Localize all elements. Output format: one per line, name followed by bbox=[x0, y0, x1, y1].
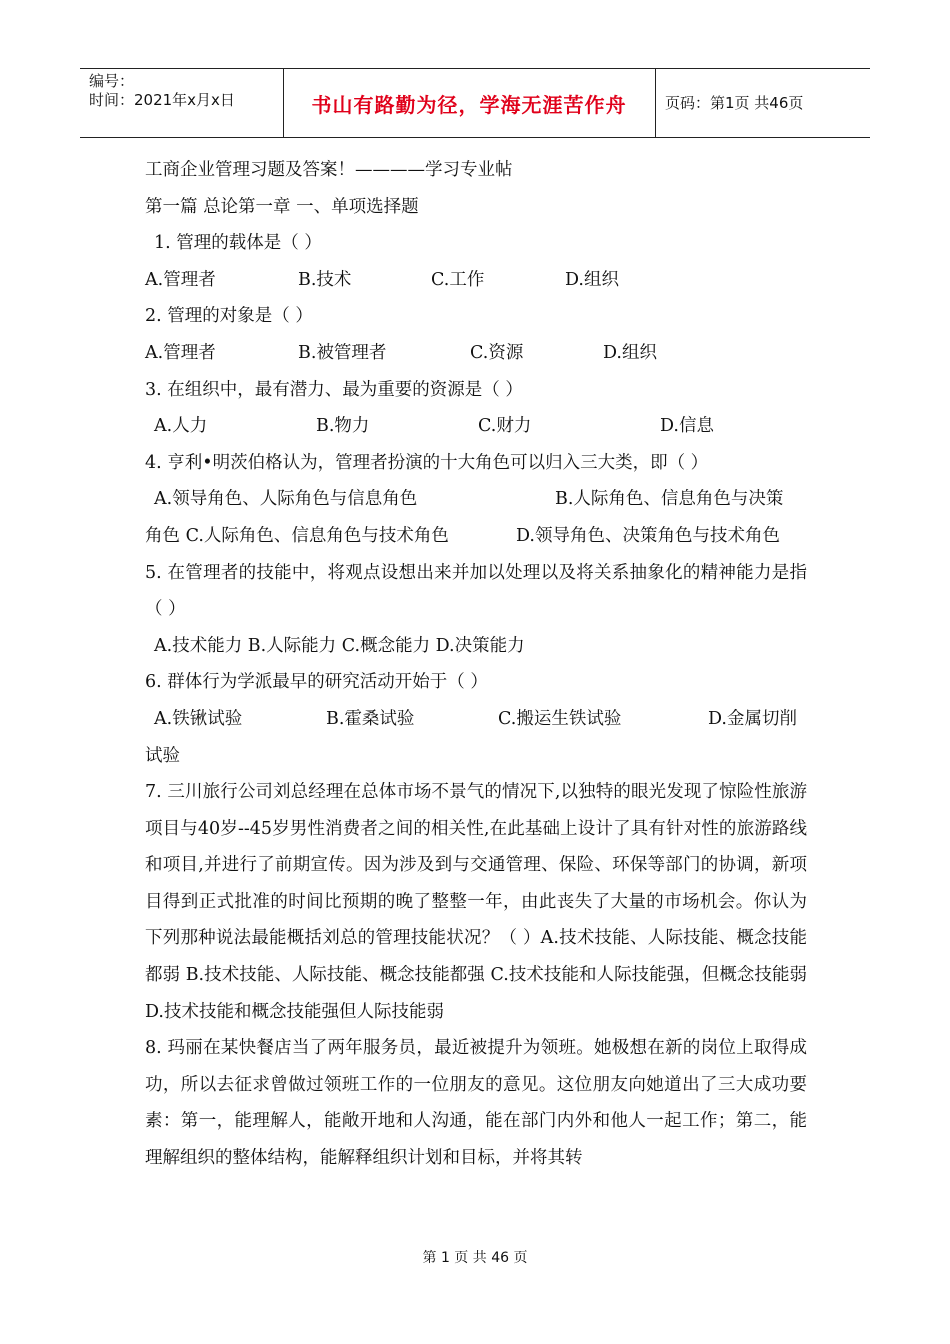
option: A.领导角色、人际角色与信息角色 bbox=[154, 489, 418, 510]
document-title: 工商企业管理习题及答案！————学习专业帖 bbox=[145, 160, 513, 180]
question-6: 6. 群体行为学派最早的研究活动开始于（ ） bbox=[145, 672, 488, 693]
option: B.霍桑试验 bbox=[326, 708, 415, 729]
question-1-options bbox=[145, 262, 807, 299]
question-4-options-line1 bbox=[145, 481, 807, 518]
option: A.人力 bbox=[154, 416, 208, 437]
document-body bbox=[145, 152, 807, 1177]
option: C.工作 bbox=[431, 269, 485, 290]
serial-label: 编号： bbox=[89, 72, 135, 90]
question-5: 5. 在管理者的技能中，将观点设想出来并加以处理以及将关系抽象化的精神能力是指（ ） bbox=[145, 562, 807, 620]
header-motto-cell bbox=[283, 69, 656, 137]
option: D.组织 bbox=[603, 342, 657, 363]
question-7: 7. 三川旅行公司刘总经理在总体市场不景气的情况下,以独特的眼光发现了惊险性旅游项目与40岁--45岁男性消费者之间的相关性,在此基础上设计了具有针对性的旅游路线和项目,并进行了前期宣传。因为涉及到与交通管理、保险、环保等部门的协调，新项目得到正式批准的时间比预期的晚了整整一年，由此丧失了大量的市场机会。你认为下列那种说法最能概括刘总的管理技能状况？（ ）A.技术技能、人际技能、概念技能都弱 B.技术技能、人际技能、概念技能都强 C.技术技能和人际技能强，但概念技能弱 D.技术技能和概念技能强但人际技能弱 bbox=[145, 782, 807, 1022]
page-header bbox=[80, 68, 870, 138]
option: 角色 C.人际角色、信息角色与技术角色 bbox=[145, 525, 449, 546]
question-4: 4. 亨利•明茨伯格认为，管理者扮演的十大角色可以归入三大类，即（ ） bbox=[145, 452, 709, 473]
question-1: 1. 管理的载体是（ ） bbox=[154, 233, 322, 254]
header-meta-cell bbox=[80, 69, 284, 137]
option: A.管理者 bbox=[145, 269, 216, 290]
question-5-options: A.技术能力 B.人际能力 C.概念能力 D.决策能力 bbox=[154, 635, 525, 656]
page-footer: 第 1 页 共 46 页 bbox=[422, 1250, 528, 1266]
header-page-cell bbox=[655, 69, 870, 137]
question-2: 2. 管理的对象是（ ） bbox=[145, 306, 313, 327]
question-4-options-line2 bbox=[145, 518, 807, 555]
option: B.被管理者 bbox=[298, 342, 387, 363]
option: C.资源 bbox=[470, 342, 524, 363]
question-6-tail: 试验 bbox=[145, 745, 180, 766]
time-label: 时间：2021年x月x日 bbox=[89, 91, 235, 109]
option: C.财力 bbox=[478, 416, 532, 437]
option: B.物力 bbox=[316, 416, 370, 437]
header-motto: 书山有路勤为径，学海无涯苦作舟 bbox=[311, 92, 627, 117]
question-3: 3. 在组织中，最有潜力、最为重要的资源是（ ） bbox=[145, 379, 523, 400]
question-3-options bbox=[145, 408, 807, 445]
section-heading: 第一篇 总论第一章 一、单项选择题 bbox=[145, 196, 419, 217]
question-6-options bbox=[145, 701, 807, 738]
option: C.搬运生铁试验 bbox=[498, 708, 622, 729]
option: D.组织 bbox=[565, 269, 619, 290]
option: D.领导角色、决策角色与技术角色 bbox=[516, 525, 780, 546]
question-8: 8. 玛丽在某快餐店当了两年服务员，最近被提升为领班。她极想在新的岗位上取得成功，所以去征求曾做过领班工作的一位朋友的意见。这位朋友向她道出了三大成功要素：第一，能理解人，能敞开地和人沟通，能在部门内外和他人一起工作；第二，能理解组织的整体结构，能解释组织计划和目标，并将其转 bbox=[145, 1038, 807, 1169]
option: A.铁锹试验 bbox=[154, 708, 243, 729]
option: A.管理者 bbox=[145, 342, 216, 363]
page-info: 页码：第1页 共46页 bbox=[665, 93, 804, 112]
option: D.信息 bbox=[660, 416, 714, 437]
option: D.金属切削 bbox=[708, 708, 797, 729]
option: B.人际角色、信息角色与决策 bbox=[555, 489, 784, 510]
option: B.技术 bbox=[298, 269, 352, 290]
question-2-options bbox=[145, 335, 807, 372]
